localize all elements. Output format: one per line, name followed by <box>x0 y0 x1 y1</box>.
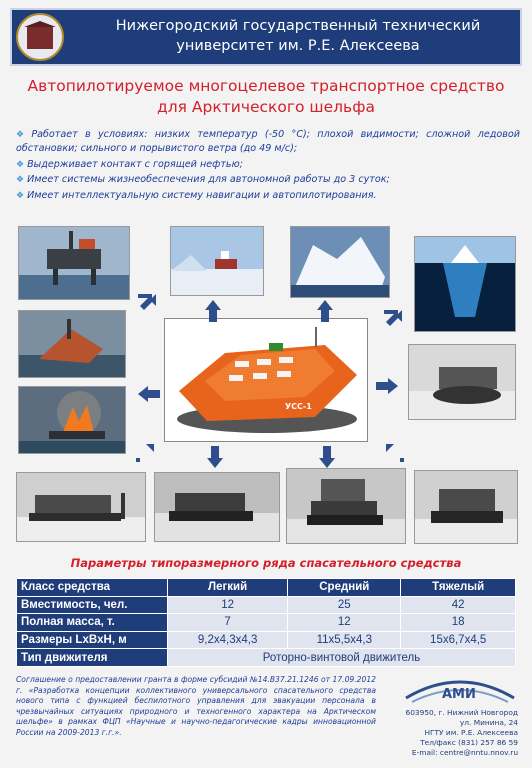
header-banner <box>10 8 522 66</box>
photo-sinking-rig <box>18 310 126 378</box>
rescue-vehicle-image <box>164 318 368 442</box>
photo-iceberg <box>414 236 516 332</box>
table-row-label: Тип движителя <box>17 649 168 667</box>
vehicle-label: УСС-1 <box>285 402 312 411</box>
bullet-icon: ❖ <box>16 175 25 185</box>
header-title-line2: университет им. Р.Е. Алексеева <box>176 38 420 54</box>
table-header-cell: Средний <box>288 579 401 597</box>
table-row <box>17 631 516 649</box>
feature-text: Имеет интеллектуальную систему навигации и автопилотирования. <box>27 189 377 201</box>
contact-phone: Тел/факс (831) 257 86 59 <box>420 738 518 747</box>
params-table <box>16 578 516 667</box>
photo-icebreaker <box>170 226 264 296</box>
photo-burning-rig <box>18 386 126 454</box>
table-header-cell: Легкий <box>168 579 288 597</box>
photo-tracked-vehicle-right <box>408 344 516 420</box>
arrow-icon <box>204 300 222 322</box>
bullet-icon: ❖ <box>16 130 29 140</box>
arrow-icon <box>384 444 406 464</box>
photo-oil-platform <box>18 226 130 300</box>
table-cell: 12 <box>168 596 288 614</box>
table-row-label: Полная масса, т. <box>17 614 168 632</box>
feature-item <box>16 128 520 156</box>
feature-list <box>16 128 520 204</box>
arrow-icon <box>382 308 404 328</box>
main-title-line2: для Арктического шельфа <box>157 98 375 116</box>
header-title-line1: Нижегородский государственный технический <box>115 18 481 34</box>
contact-address: 603950, г. Нижний Новгород <box>405 708 518 717</box>
contact-org: НГТУ им. Р.Е. Алексеева <box>424 728 518 737</box>
photo-screw-vehicle-4 <box>414 470 518 544</box>
grant-text: Соглашение о предоставлении гранта в форме субсидий №14.В37.21.1246 от 17.09.2012 г. «Разработка концепции коллективного универсального спасательного средства нового типа с функцией беспилотного управления для эвакуации персонала в чрезвычайных ситуациях природного и техногенного характера на Арктическом шельфе» в рамках ФЦП «Научные и научно-педагогические кадры инновационной России на 2009-2013 г.г.». <box>16 675 376 737</box>
feature-item <box>16 158 520 172</box>
table-cell: 11х5,5х4,3 <box>288 631 401 649</box>
contact-street: ул. Минина, 24 <box>459 718 518 727</box>
table-cell: 42 <box>401 596 516 614</box>
contact-email: E-mail: centre@nntu.nnov.ru <box>411 748 518 757</box>
params-title: Параметры типоразмерного ряда спасательного средства <box>70 556 462 570</box>
photo-screw-vehicle-2 <box>154 472 280 542</box>
feature-text: Работает в условиях: низких температур (-50 °С); плохой видимости; сложной ледовой обстановки; сильного и порывистого ветра (до 49 м/с); <box>16 129 520 154</box>
table-row <box>17 649 516 667</box>
table-cell-merged: Роторно-винтовой движитель <box>168 649 516 667</box>
ami-logo-text: АМИ <box>442 687 476 702</box>
feature-text: Имеет системы жизнеобеспечения для автономной работы до 3 суток; <box>27 174 390 185</box>
table-cell: 9,2х4,3х4,3 <box>168 631 288 649</box>
feature-item <box>16 173 520 187</box>
arrow-icon <box>134 444 156 464</box>
table-row <box>17 596 516 614</box>
table-header-row <box>17 579 516 597</box>
photo-screw-vehicle-1 <box>16 472 146 542</box>
table-header-cell: Тяжелый <box>401 579 516 597</box>
table-row-label: Размеры LxBxH, м <box>17 631 168 649</box>
table-cell: 12 <box>288 614 401 632</box>
table-cell: 25 <box>288 596 401 614</box>
contact-block <box>386 708 518 758</box>
table-cell: 7 <box>168 614 288 632</box>
table-cell: 15х6,7х4,5 <box>401 631 516 649</box>
bullet-icon: ❖ <box>16 159 25 170</box>
header-title <box>82 16 514 56</box>
feature-item <box>16 189 520 203</box>
building-icon <box>27 27 53 49</box>
main-title-line1: Автопилотируемое многоцелевое транспортное средство <box>27 77 505 95</box>
table-header-cell: Класс средства <box>17 579 168 597</box>
arrow-icon <box>138 384 160 404</box>
bullet-icon: ❖ <box>16 190 25 201</box>
arrow-icon <box>376 376 398 396</box>
feature-text: Выдерживает контакт с горящей нефтью; <box>27 158 243 170</box>
main-title <box>10 76 522 118</box>
photo-ice-floe <box>290 226 390 298</box>
table-row <box>17 614 516 632</box>
arrow-icon <box>206 446 224 468</box>
arrow-icon <box>318 446 336 468</box>
ami-logo <box>402 672 518 706</box>
photo-screw-vehicle-3 <box>286 468 406 544</box>
table-cell: 18 <box>401 614 516 632</box>
table-row-label: Вместимость, чел. <box>17 596 168 614</box>
arrow-icon <box>136 292 158 312</box>
university-logo <box>16 13 64 61</box>
arrow-icon <box>316 300 334 322</box>
